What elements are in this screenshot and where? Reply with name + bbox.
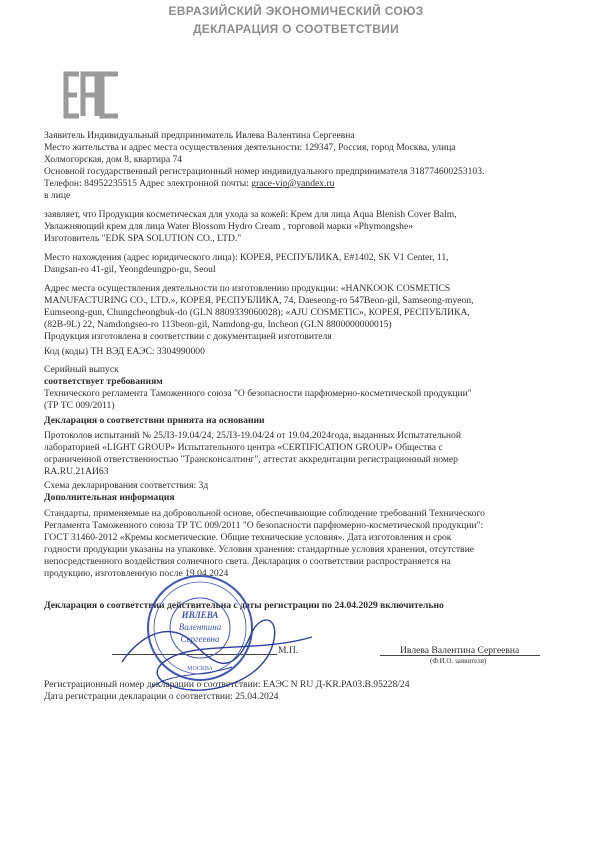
product-line-2: Увлажняющий крем для лица Water Blossom Hydro Cream , торговой марки «Phymongshe» (44, 221, 414, 232)
scheme-line: Схема декларирования соответствия: 3д (44, 480, 209, 491)
ogrnip-line: Основной государственный регистрационный номер индивидуального предпринимателя 318774600253103. (44, 166, 485, 177)
regulation-line: Технического регламента Таможенного союза "О безопасности парфюмерно-косметической продукции" (44, 388, 472, 399)
conforms-heading: соответствует требованиям (44, 376, 163, 387)
registration-date: Дата регистрации декларации о соответствии: 25.04.2024 (44, 691, 279, 702)
stamp-text-1: ИВЛЕВА (181, 610, 219, 620)
eac-mark-icon (63, 71, 121, 119)
manufacturer-address-2: Dangsan-ro 41-gil, Yeongdeungpo-gu, Seoul (44, 264, 216, 275)
applicant-line: Заявитель Индивидуальный предприниматель Ивлева Валентина Сергеевна (44, 130, 355, 141)
address-line-2: Холмогорская, дом 8, квартира 74 (44, 154, 183, 165)
manufacturer-line: Изготовитель "EDK SPA SOLUTION CO., LTD." (44, 233, 242, 244)
standards-line: Стандарты, применяемые на добровольной основе, обеспечивающие соблюдение требований Технического (44, 508, 485, 519)
union-title: ЕВРАЗИЙСКИЙ ЭКОНОМИЧЕСКИЙ СОЮЗ (168, 4, 424, 18)
address-line: Место жительства и адрес места осуществления деятельности: 129347, Россия, город Москва, улица (44, 142, 456, 153)
registration-number: Регистрационный номер декларации о соответствии: ЕАЭС N RU Д-KR.PA03.B.95228/24 (44, 679, 410, 690)
product-line: заявляет, что Продукция косметическая для ухода за кожей: Крем для лица Aqua Blenish Cover Balm, (44, 209, 457, 220)
production-address-3: Eumseong-gun, Chungcheongbuk-do (GLN 8809339060028); «AJU COSMETIC», КОРЕЯ, РЕСПУБЛИКА, (44, 307, 470, 318)
signer-line (380, 655, 540, 656)
email-link[interactable]: grace-vip@yandex.ru (251, 178, 335, 189)
documentation-line: Продукция изготовлена в соответствии с документацией изготовителя (44, 331, 332, 342)
standards-line-3: ГОСТ 31460-2012 «Кремы косметические. Общие технические условия». Дата изготовления и срок (44, 532, 452, 543)
contacts-line (44, 178, 334, 189)
phone-text: Телефон: 84952235515 Адрес электронной почты: (44, 178, 252, 189)
standards-line-5: непосредственного воздействия солнечного света. Декларация о соответствии распространяется на (44, 556, 451, 567)
standards-line-2: Регламента Таможенного союза ТР ТС 009/2011 "О безопасности парфюмерно-косметической продукции": (44, 520, 484, 531)
validity-line: Декларация о соответствии действительна с даты регистрации по 24.04.2029 включительно (44, 600, 444, 611)
hs-code-line: Код (коды) ТН ВЭД ЕАЭС: 3304990000 (44, 346, 205, 357)
stamp-city: МОСКВА (187, 666, 213, 672)
production-address-4: (82B-9L) 22, Namdongseo-ro 113beon-gil, Namdong-gu, Incheon (GLN 8800000000015) (44, 319, 392, 330)
serial-line: Серийный выпуск (44, 364, 119, 375)
standards-line-6: продукцию, изготовленную после 19.04.2024 (44, 568, 229, 579)
signer-caption: (Ф.И.О. заявителя) (430, 657, 487, 665)
protocols-line-3: ограниченной ответственностью "Трансконсалтинг", аттестат аккредитации регистрационный номер (44, 454, 458, 465)
production-address-2: MANUFACTURING CO., LTD.», КОРЕЯ, РЕСПУБЛИКА, 74, Daeseong-ro 547Beon-gil, Samseong-myeon, (44, 295, 474, 306)
production-address: Адрес места осуществления деятельности по изготовлению продукции: «HANKOOK COSMETICS (44, 283, 451, 294)
seal-placeholder: М.П. (278, 645, 299, 656)
signer-name: Ивлева Валентина Сергеевна (400, 645, 520, 656)
stamp-text-3: Сергеевна (180, 634, 220, 644)
document-title: ДЕКЛАРАЦИЯ О СООТВЕТСТВИИ (192, 22, 400, 36)
basis-heading: Декларация о соответствии принята на основании (44, 415, 265, 426)
regulation-code: (ТР ТС 009/2011) (44, 400, 115, 411)
manufacturer-address: Место нахождения (адрес юридического лица): КОРЕЯ, РЕСПУБЛИКА, E#1402, SK V1 Center, 11, (44, 252, 449, 263)
protocols-line: Протоколов испытаний № 25ЛЗ-19.04/24, 25ЛЗ-19.04/24 от 19.04.2024года, выданных Испытательной (44, 430, 461, 441)
in-person-line: в лице (44, 190, 71, 201)
stamp-text-2: Валентина (178, 622, 222, 632)
protocols-line-2: лабораторией «LIGHT GROUP» Испытательного центра «CERTIFICATION GROUP» Общества с (44, 442, 443, 453)
standards-line-4: годности продукции указаны на упаковке. Условия хранения: стандартные условия хранения, отсутствие (44, 544, 474, 555)
accreditation-number: RA.RU.21АИ63 (44, 466, 109, 477)
additional-info-heading: Дополнительная информация (44, 492, 175, 503)
handwritten-signature-icon (112, 592, 332, 712)
